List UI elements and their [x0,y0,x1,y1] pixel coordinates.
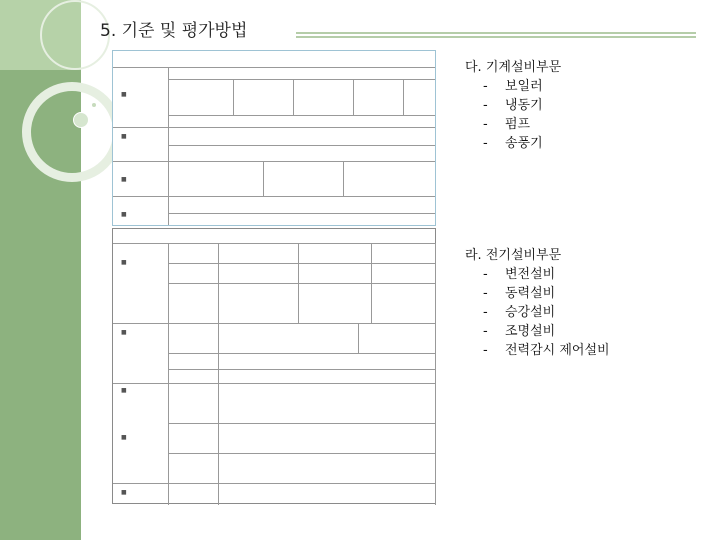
list-item: - 변전설비 [483,267,556,282]
list-item: - 조명설비 [483,324,556,339]
section-heading: 다. 기계설비부문 [465,60,562,75]
title-underline [296,32,696,38]
mechanical-evaluation-form-image: ■ ■ ■ ■ [112,50,436,226]
mechanical-section [465,58,561,153]
electrical-evaluation-form-image: ■ ■ ■ ■ ■ [112,228,436,504]
item-list [465,77,561,153]
list-item: - 전력감시 제어설비 [483,343,610,358]
sidebar-panel [0,0,81,540]
section-heading: 라. 전기설비부문 [465,248,562,263]
list-item: - 송풍기 [483,136,543,151]
list-item: - 펌프 [483,117,531,132]
bullet-dot-icon [73,112,89,128]
list-item: - 승강설비 [483,305,556,320]
ring-decoration-icon [22,82,122,182]
electrical-section [465,246,610,360]
list-item: - 냉동기 [483,98,543,113]
list-item: - 보일러 [483,79,543,94]
bullet-dot-icon [91,102,97,108]
list-item: - 동력설비 [483,286,556,301]
slide-title: 5. 기준 및 평가방법 [100,21,248,41]
item-list [465,265,610,360]
